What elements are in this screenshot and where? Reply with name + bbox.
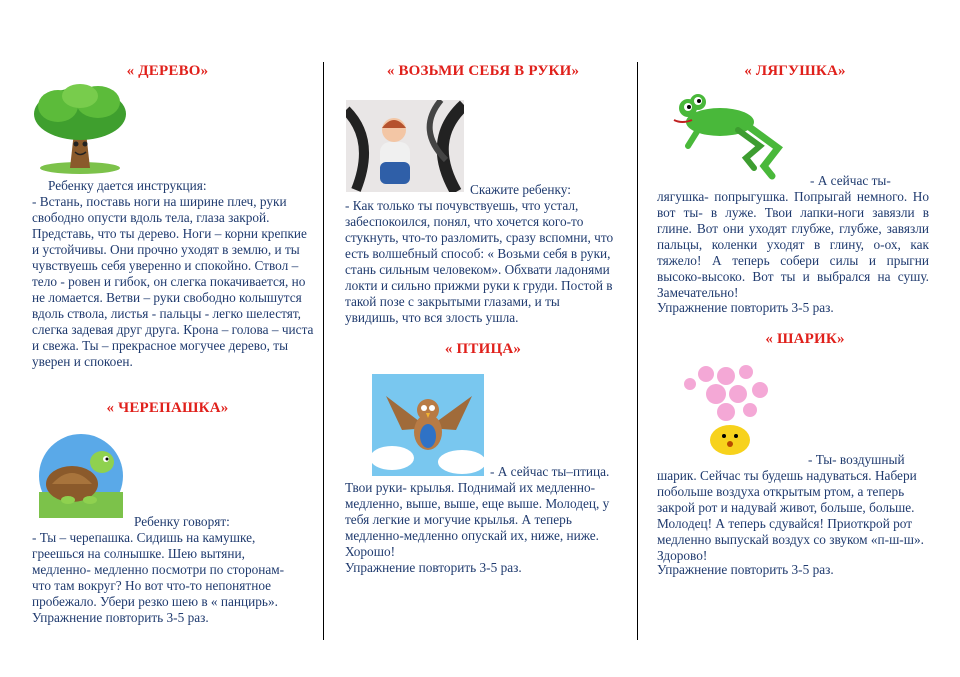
hug-illustration <box>346 100 464 192</box>
ball-intro: - Ты- воздушный <box>808 452 905 467</box>
frog-intro: - А сейчас ты- <box>810 173 891 188</box>
column-divider-right <box>637 62 638 640</box>
frog-repeat: Упражнение повторить 3-5 раз. <box>657 300 834 315</box>
frog-title: « ЛЯГУШКА» <box>744 63 846 79</box>
bird-title: « ПТИЦА» <box>444 341 522 357</box>
tree-body: - Встань, поставь ноги на ширине плеч, руки свободно опусти вдоль тела, глаза закрой. Представь, что ты дерево. Ноги – корни крепкие и устойчивы. Они прочно уходят в землю, и ты чувствуешь себя уверенно и спокойно. Ствол – тело - ровен и гибок, он слегка покачивается, но не ломается. Ветви – руки свободно колышутся вдоль ствола, листья - пальцы - легко шелестят, слегка задевая друг друга. Крона – голова – чиста и свежа. Ты – прекрасное могучее дерево, ты уверен и спокоен. <box>32 194 314 369</box>
frog-body: лягушка- попрыгушка. Попрыгай немного. Но вот ты- в луже. Твои лапки-ноги завязли в глине. Вот они уходят глубже, глубже, завязли пальцы, коленки уходят в глину, о-ох, как тяжело! А теперь собери силы и прыгни высоко-высоко. Вот ты и выбрался на сушу. Замечательно! <box>657 189 929 300</box>
turtle-title: « ЧЕРЕПАШКА» <box>106 400 229 416</box>
turtle-illustration <box>32 432 130 520</box>
bird-body: Твои руки- крылья. Поднимай их медленно-медленно, выше, выше, еще выше. Молодец, у тебя легкие и могучие крылья. А теперь медленно-медленно опускай их, ниже, ниже. Хорошо! <box>345 480 610 559</box>
bird-repeat: Упражнение повторить 3-5 раз. <box>345 560 522 575</box>
balloon-illustration <box>680 364 780 456</box>
turtle-repeat: Упражнение повторить 3-5 раз. <box>32 610 209 625</box>
turtle-body: - Ты – черепашка. Сидишь на камушке, греешься на солнышке. Шею вытяни, медленно- медленно посмотри по сторонам- что там вокруг? Но вот что-то непонятное пробежало. Убери резко шею в « панцирь». <box>32 530 285 609</box>
turtle-intro: Ребенку говорят: <box>134 514 230 529</box>
ball-body: шарик. Сейчас ты будешь надуваться. Набери побольше воздуха открытым ртом, а теперь закрой рот и надувай живот, больше, больше. Молодец! А теперь сдувайся! Приоткрой рот медленно выпускай воздух со звуком «п-ш-ш». Здорово! <box>657 468 924 563</box>
hug-title: « ВОЗЬМИ СЕБЯ В РУКИ» <box>386 63 580 79</box>
tree-title: « ДЕРЕВО» <box>126 63 209 79</box>
tree-illustration <box>30 82 130 174</box>
hug-body: - Как только ты почувствуешь, что устал, забеспокоился, понял, что хочется кого-то стукнуть, что-то разломить, сразу вспомни, что есть волшебный способ: « Возьми себя в руки, стань сильным человеком». Обхвати ладонями локти и сильно прижми руки к груди. Постой в такой позе с закрытыми глазами, и ты увидишь, что вся злость ушла. <box>345 198 614 325</box>
ball-title: « ШАРИК» <box>765 331 845 347</box>
column-divider-left <box>323 62 324 640</box>
frog-illustration <box>668 90 786 180</box>
bird-illustration <box>372 374 484 476</box>
tree-intro: Ребенку дается инструкция: <box>48 178 207 193</box>
bird-intro: - А сейчас ты–птица. <box>490 464 610 479</box>
ball-repeat: Упражнение повторить 3-5 раз. <box>657 562 834 577</box>
hug-intro: Скажите ребенку: <box>470 182 571 197</box>
